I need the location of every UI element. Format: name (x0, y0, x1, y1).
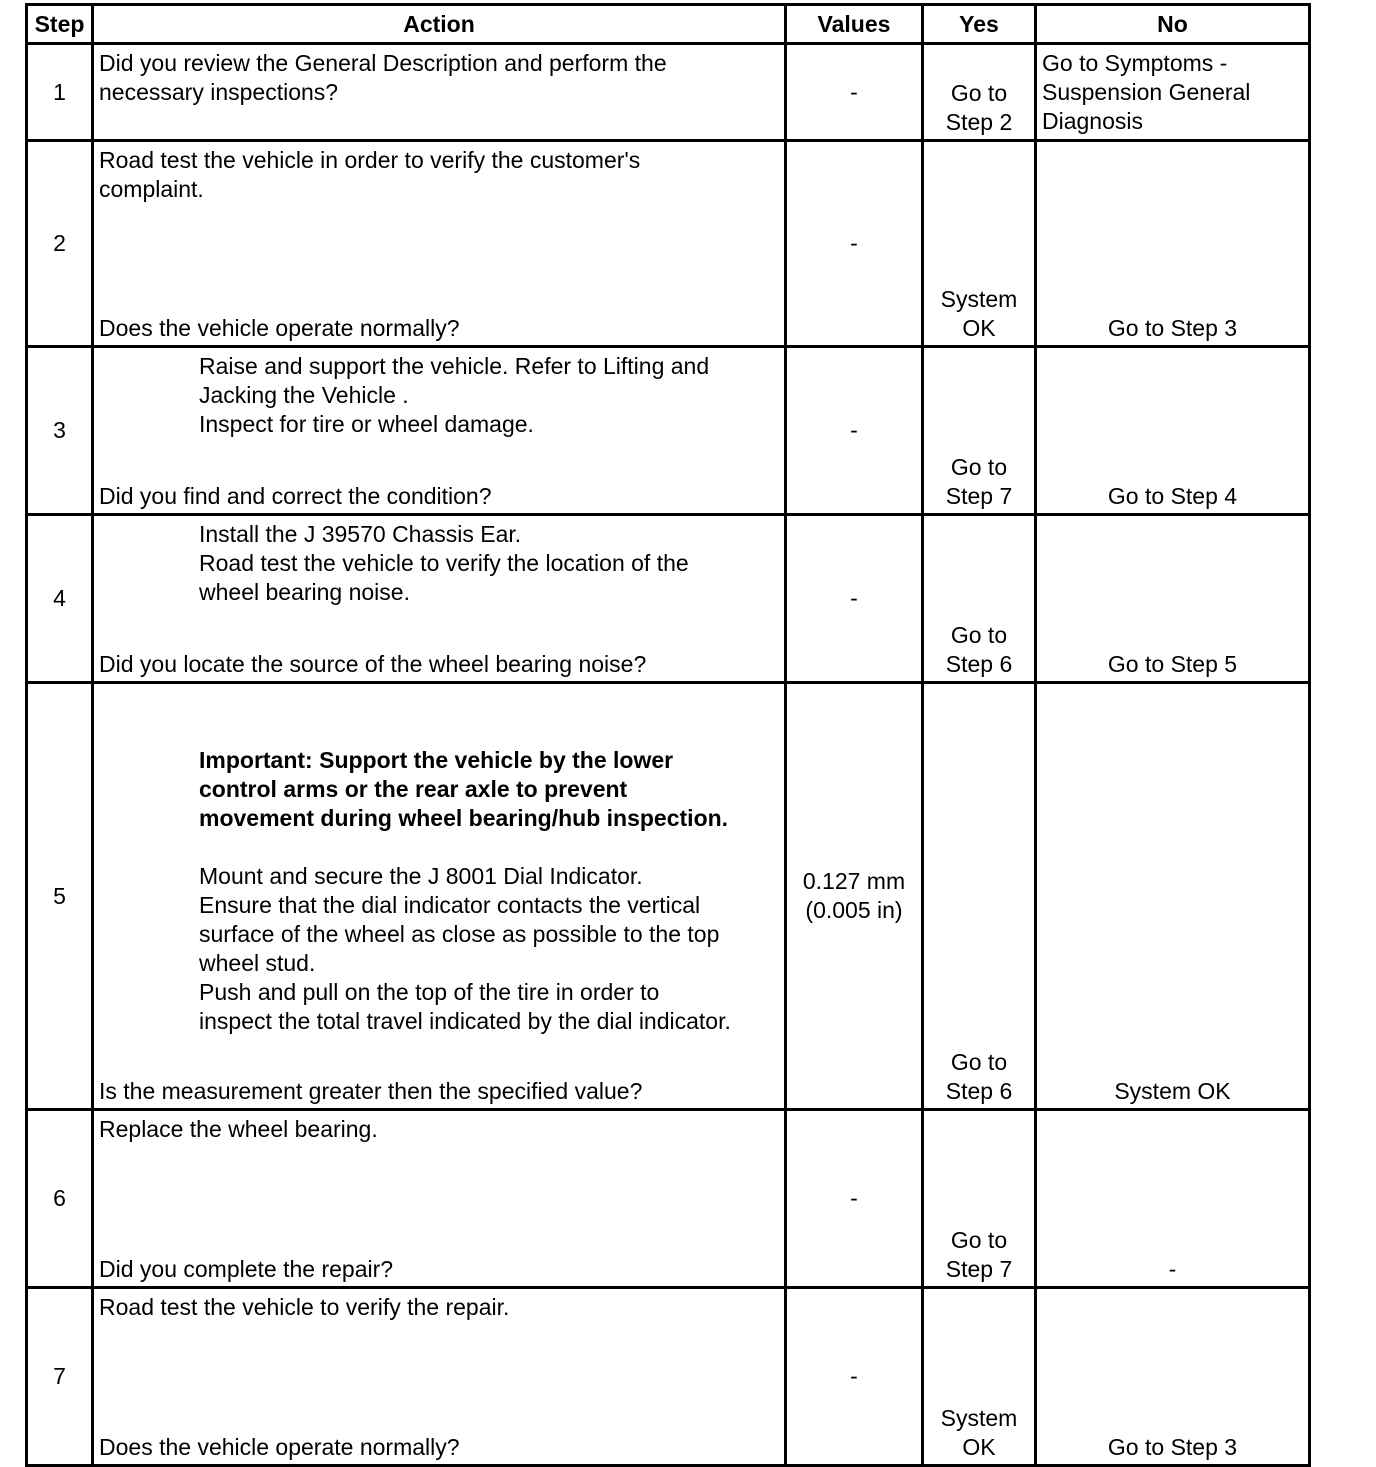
header-step: Step (27, 5, 93, 44)
step-number: 7 (27, 1288, 93, 1466)
action-line: wheel bearing noise. (199, 579, 410, 605)
action-question: Did you find and correct the condition? (99, 483, 492, 509)
yes-line: System (940, 1405, 1018, 1431)
action-line: Inspect for tire or wheel damage. (199, 411, 534, 437)
action-line: Road test the vehicle to verify the location of the (199, 550, 689, 576)
yes-line: Go to (950, 1049, 1008, 1075)
yes-cell (923, 683, 1036, 1110)
action-cell (93, 683, 786, 1110)
table-row (27, 347, 1310, 515)
value-cell: - (786, 347, 923, 515)
table-row (27, 44, 1310, 141)
no-line: Go to Symptoms - (1042, 50, 1228, 76)
yes-line: Step 7 (945, 1256, 1013, 1282)
diagnostic-table (25, 3, 1311, 1467)
no-cell: - (1036, 1110, 1310, 1288)
action-line: inspect the total travel indicated by the dial indicator. (199, 1008, 731, 1034)
no-cell: System OK (1036, 683, 1310, 1110)
table-row (27, 683, 1310, 1110)
yes-line: System (940, 286, 1018, 312)
action-line: Road test the vehicle to verify the repair. (99, 1294, 510, 1320)
important-note-line: Important: Support the vehicle by the lower (199, 747, 674, 773)
value-cell (786, 683, 923, 1110)
value-imperial: (0.005 in) (805, 897, 903, 923)
header-action: Action (93, 5, 786, 44)
action-line: Raise and support the vehicle. Refer to Lifting and (199, 353, 710, 379)
yes-line: OK (962, 315, 996, 341)
step-number: 4 (27, 515, 93, 683)
action-line: surface of the wheel as close as possible to the top (199, 921, 720, 947)
no-line: Diagnosis (1042, 108, 1143, 134)
no-cell: Go to Step 5 (1036, 515, 1310, 683)
yes-line: Go to (950, 80, 1008, 106)
step-number: 5 (27, 683, 93, 1110)
action-line: Push and pull on the top of the tire in order to (199, 979, 660, 1005)
action-cell (93, 1110, 786, 1288)
value-cell: - (786, 44, 923, 141)
action-line: Mount and secure the J 8001 Dial Indicator. (199, 863, 643, 889)
yes-cell (923, 1110, 1036, 1288)
value-cell: - (786, 141, 923, 347)
no-cell (1036, 44, 1310, 141)
yes-cell (923, 141, 1036, 347)
yes-line: Step 2 (945, 109, 1013, 135)
action-question: Did you locate the source of the wheel bearing noise? (99, 651, 647, 677)
action-cell (93, 141, 786, 347)
action-line: complaint. (99, 176, 204, 202)
diagnostic-table-page (25, 3, 1311, 1467)
action-line: Ensure that the dial indicator contacts the vertical (199, 892, 701, 918)
header-row (27, 5, 1310, 44)
important-note-line: movement during wheel bearing/hub inspection. (199, 805, 729, 831)
no-cell: Go to Step 3 (1036, 141, 1310, 347)
action-line: Install the J 39570 Chassis Ear. (199, 521, 522, 547)
action-line: necessary inspections? (99, 79, 339, 105)
value-cell: - (786, 1110, 923, 1288)
yes-line: OK (962, 1434, 996, 1460)
no-cell: Go to Step 4 (1036, 347, 1310, 515)
yes-line: Go to (950, 454, 1008, 480)
yes-cell (923, 1288, 1036, 1466)
action-line: Did you review the General Description and perform the (99, 50, 667, 76)
value-cell: - (786, 1288, 923, 1466)
step-number: 1 (27, 44, 93, 141)
action-cell (93, 1288, 786, 1466)
step-number: 6 (27, 1110, 93, 1288)
action-line: Replace the wheel bearing. (99, 1116, 378, 1142)
table-row (27, 1110, 1310, 1288)
table-row (27, 515, 1310, 683)
action-line: Jacking the Vehicle . (199, 382, 409, 408)
yes-cell (923, 347, 1036, 515)
header-values: Values (786, 5, 923, 44)
table-row (27, 141, 1310, 347)
no-cell: Go to Step 3 (1036, 1288, 1310, 1466)
header-no: No (1036, 5, 1310, 44)
important-note-line: control arms or the rear axle to prevent (199, 776, 628, 802)
action-question: Does the vehicle operate normally? (99, 1434, 460, 1460)
action-cell (93, 515, 786, 683)
action-cell (93, 44, 786, 141)
header-yes: Yes (923, 5, 1036, 44)
yes-line: Step 6 (945, 651, 1013, 677)
action-question: Does the vehicle operate normally? (99, 315, 460, 341)
yes-line: Go to (950, 1227, 1008, 1253)
value-cell: - (786, 515, 923, 683)
step-number: 3 (27, 347, 93, 515)
yes-line: Step 6 (945, 1078, 1013, 1104)
no-line: Suspension General (1042, 79, 1251, 105)
action-line: Road test the vehicle in order to verify the customer's (99, 147, 641, 173)
yes-cell (923, 44, 1036, 141)
action-line: wheel stud. (199, 950, 316, 976)
action-cell (93, 347, 786, 515)
value-metric: 0.127 mm (802, 868, 906, 894)
table-row (27, 1288, 1310, 1466)
step-number: 2 (27, 141, 93, 347)
action-question: Is the measurement greater then the specified value? (99, 1078, 643, 1104)
action-question: Did you complete the repair? (99, 1256, 394, 1282)
yes-line: Step 7 (945, 483, 1013, 509)
yes-line: Go to (950, 622, 1008, 648)
yes-cell (923, 515, 1036, 683)
